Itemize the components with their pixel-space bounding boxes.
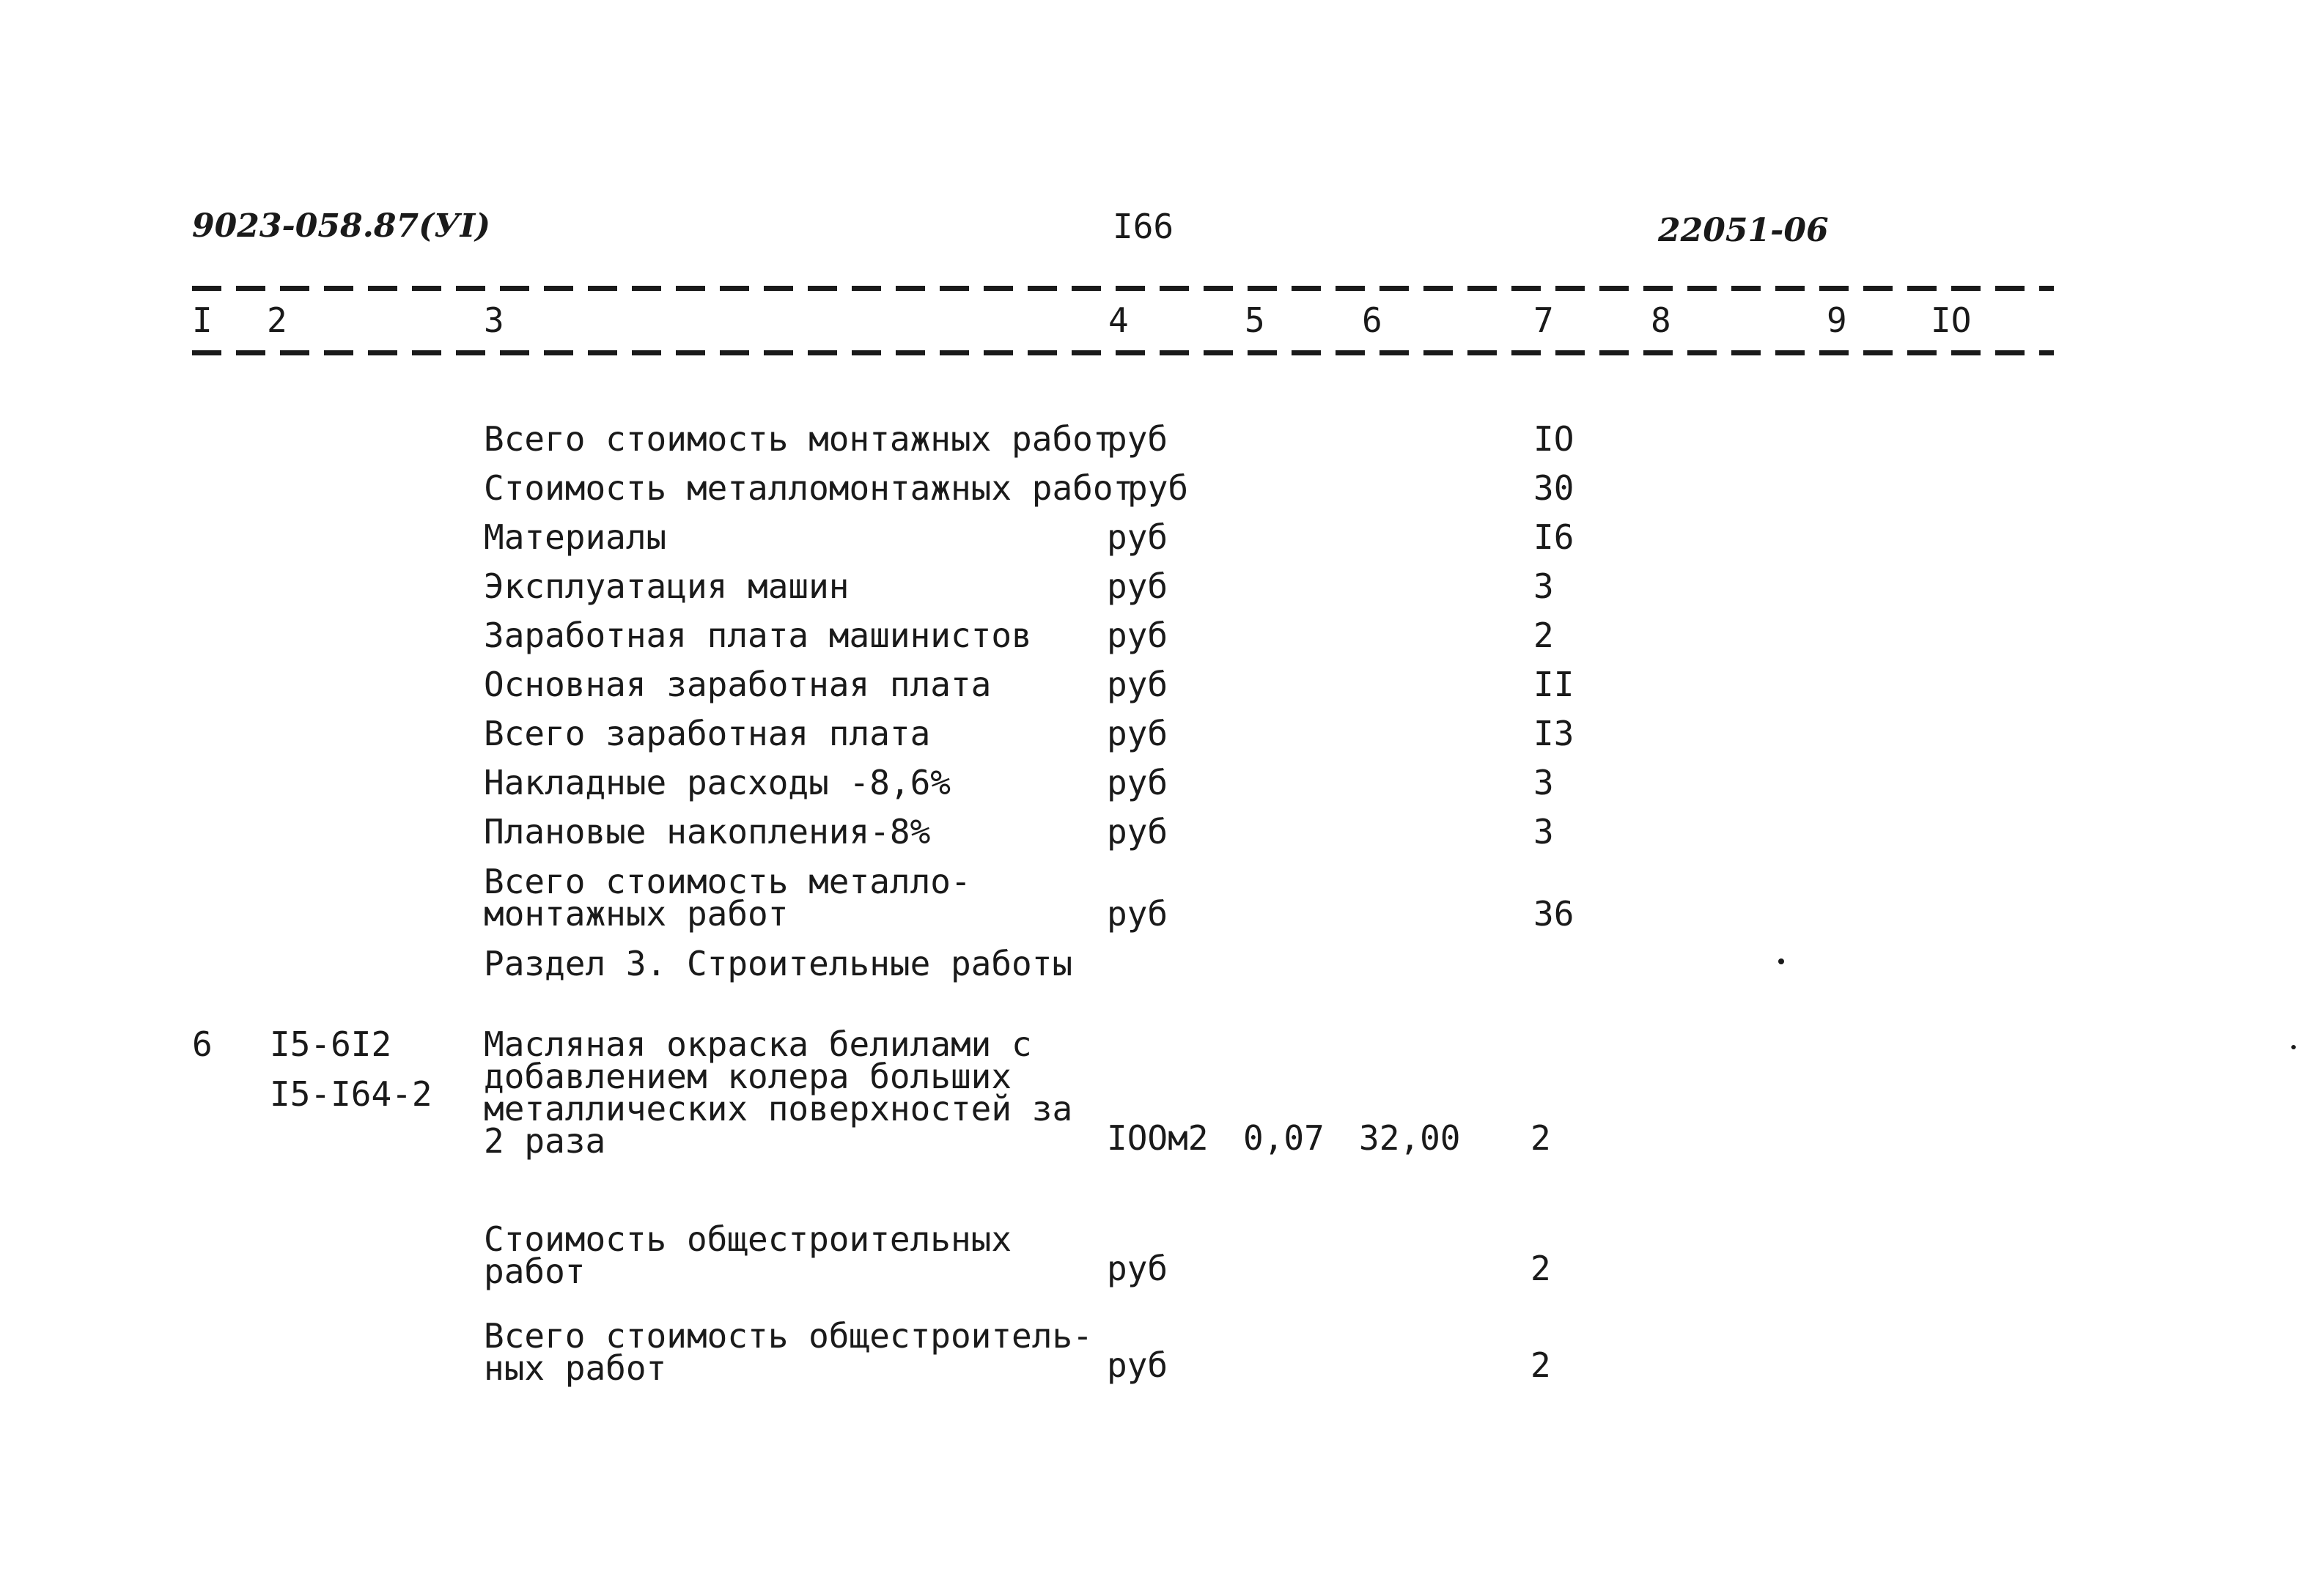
item-unit: IOOм2: [1107, 1118, 1209, 1158]
row-value: 2: [1533, 616, 1554, 655]
row-unit: руб: [1107, 714, 1168, 753]
col-header-7: 7: [1533, 300, 1554, 340]
row-unit: руб: [1107, 763, 1168, 802]
item-number: 6: [192, 1024, 213, 1064]
item-description-line: металлических поверхностей за: [484, 1089, 1073, 1128]
row-unit: руб: [1107, 665, 1168, 704]
row-name: Эксплуатация машин: [484, 566, 850, 606]
item-code-secondary: I5-I64-2: [270, 1074, 432, 1114]
row-unit: руб: [1107, 419, 1168, 459]
general-cost-value: 2: [1530, 1249, 1551, 1288]
item-unit-price: 32,00: [1359, 1118, 1461, 1158]
row-value: IO: [1533, 419, 1574, 459]
inventory-number: 22051-06: [1658, 212, 1829, 249]
general-total-label-line1: Всего стоимость общестроитель-: [484, 1316, 1093, 1356]
total-metal-label-line2: монтажных работ: [484, 894, 789, 934]
item-quantity: 0,07: [1243, 1118, 1325, 1158]
row-unit: руб: [1107, 616, 1168, 655]
general-total-value: 2: [1530, 1345, 1551, 1385]
col-header-8: 8: [1651, 300, 1671, 340]
col-header-4: 4: [1108, 300, 1129, 340]
row-name: Всего стоимость монтажных работ: [484, 419, 1113, 459]
total-metal-unit: руб: [1107, 894, 1168, 934]
col-header-1: I: [192, 300, 213, 340]
row-name: Всего заработная плата: [484, 714, 931, 753]
item-description-line: Масляная окраска белилами с: [484, 1024, 1032, 1064]
general-cost-label-line1: Стоимость общестроительных: [484, 1219, 1012, 1259]
general-total-unit: руб: [1107, 1345, 1168, 1385]
item-description-line: 2 раза: [484, 1121, 606, 1161]
row-value: I3: [1533, 714, 1574, 753]
row-name: Стоимость металломонтажных работ: [484, 468, 1134, 508]
row-value: 3: [1533, 566, 1554, 606]
row-unit: руб: [1127, 468, 1189, 508]
item-cost: 2: [1530, 1118, 1551, 1158]
section-title: Раздел 3. Строительные работы: [484, 944, 1073, 983]
row-name: Материалы: [484, 517, 667, 557]
scan-speck: [2291, 1045, 2296, 1049]
row-value: II: [1533, 665, 1574, 704]
col-header-5: 5: [1245, 300, 1265, 340]
row-unit: руб: [1107, 566, 1168, 606]
header-bottom-dashed-rule: [192, 350, 2054, 355]
col-header-2: 2: [267, 300, 287, 340]
col-header-10: IO: [1931, 300, 1972, 340]
general-cost-unit: руб: [1107, 1249, 1168, 1288]
row-unit: руб: [1107, 517, 1168, 557]
page-number: I66: [1113, 207, 1174, 246]
row-unit: руб: [1107, 812, 1168, 851]
general-cost-label-line2: работ: [484, 1252, 586, 1291]
item-code-primary: I5-6I2: [270, 1024, 392, 1064]
col-header-9: 9: [1827, 300, 1847, 340]
header-top-dashed-rule: [192, 286, 2054, 291]
row-value: 3: [1533, 812, 1554, 851]
row-name: Основная заработная плата: [484, 665, 992, 704]
general-total-label-line2: ных работ: [484, 1348, 667, 1388]
col-header-3: 3: [484, 300, 504, 340]
document-code: 9023-058.87(УI): [192, 207, 491, 245]
row-value: 3: [1533, 763, 1554, 802]
row-value: 30: [1533, 468, 1574, 508]
row-name: Заработная плата машинистов: [484, 616, 1032, 655]
row-value: I6: [1533, 517, 1574, 557]
row-name: Плановые накопления-8%: [484, 812, 931, 851]
item-description-line: добавлением колера больших: [484, 1057, 1012, 1096]
total-metal-label-line1: Всего стоимость металло-: [484, 862, 971, 901]
scan-speck: [1778, 958, 1784, 964]
row-name: Накладные расходы -8,6%: [484, 763, 951, 802]
total-metal-value: 36: [1533, 894, 1574, 934]
col-header-6: 6: [1362, 300, 1382, 340]
